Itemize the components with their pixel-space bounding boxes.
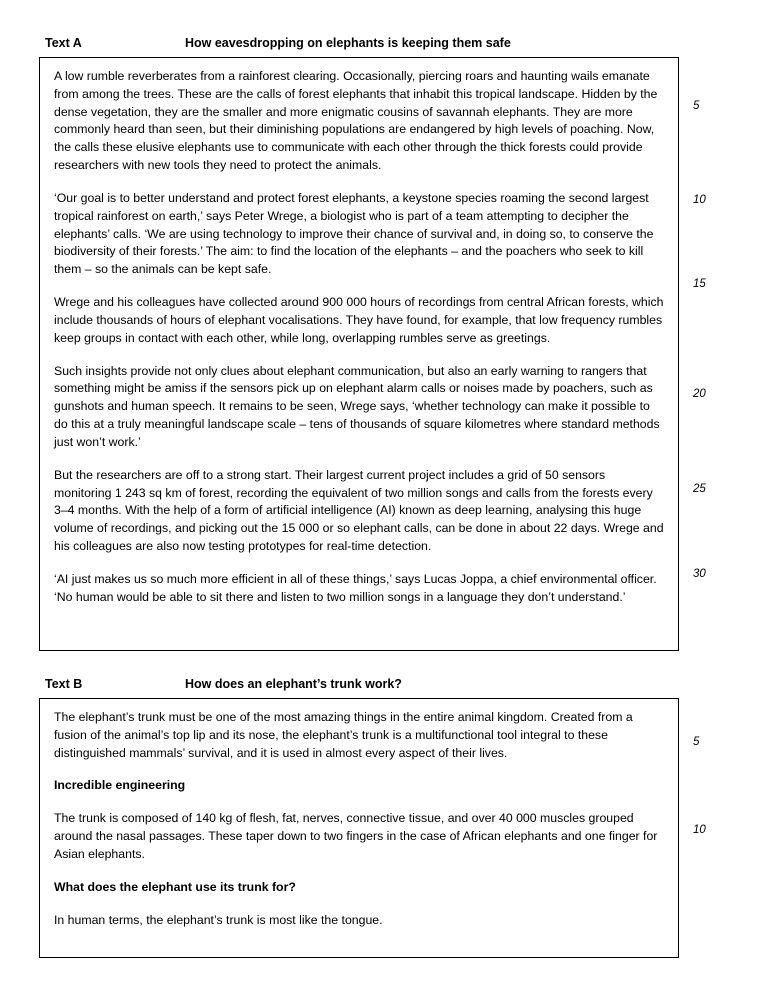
- text-b-header: [39, 677, 729, 691]
- passage-bottom-spacer: [54, 929, 664, 945]
- text-b-title: How does an elephant’s trunk work?: [185, 677, 402, 691]
- text-a-header: [39, 36, 729, 50]
- text-b-label: Text B: [45, 677, 83, 691]
- line-number: 20: [693, 388, 706, 400]
- text-b-passage: [39, 698, 679, 958]
- line-number: 10: [693, 824, 706, 836]
- text-b-subheading-2: What does the elephant use its trunk for?: [54, 879, 296, 894]
- text-a-line-number-gutter: [679, 57, 729, 651]
- text-b-row: [39, 698, 729, 958]
- line-number: 10: [693, 194, 706, 206]
- line-number: 30: [693, 568, 706, 580]
- text-b-paragraph-1: The elephant’s trunk must be one of the most amazing things in the entire animal kingdom. Created from a fusion of the animal’s top lip and its nose, the elephant’s trunk is a multifunctional tool integral to these distinguished mammals’ survival, and it is used in almost every aspect of their lives.: [54, 710, 633, 760]
- text-a-paragraph-2: ‘Our goal is to better understand and protect forest elephants, a keystone species roaming the second largest tropical rainforest on earth,’ says Peter Wrege, a biologist who is part of a team attempting to decipher the elephants’ calls. ‘We are using technology to improve their chance of survival and, in doing so, to conserve the biodiversity of their forests.’ The aim: to find the location of the elephants – and the poachers who seek to kill them – so the animals can be kept safe.: [54, 190, 654, 277]
- text-a-label: Text A: [45, 36, 82, 50]
- text-a-passage: [39, 57, 679, 651]
- text-a-title: How eavesdropping on elephants is keeping them safe: [185, 36, 511, 50]
- text-a-paragraph-5: But the researchers are off to a strong start. Their largest current project includes a grid of 50 sensors monitoring 1 243 sq km of forest, recording the equivalent of two million songs and calls from the forests every 3–4 months. With the help of a form of artificial intelligence (AI) known as deep learning, analysing this huge volume of recordings, and picking out the 15 000 or so elephant calls, can be done in about 22 days. Wrege and his colleagues are also now testing prototypes for real-time detection.: [54, 467, 664, 554]
- text-b-paragraph-2: The trunk is composed of 140 kg of flesh, fat, nerves, connective tissue, and over 40 000 muscles grouped around the nasal passages. These taper down to two fingers in the case of African elephants and one finger for Asian elephants.: [54, 811, 658, 861]
- line-number: 5: [693, 736, 700, 748]
- text-b-paragraph-3: In human terms, the elephant’s trunk is most like the tongue.: [54, 912, 383, 927]
- text-b-line-number-gutter: [679, 698, 729, 958]
- text-a-paragraph-3: Wrege and his colleagues have collected around 900 000 hours of recordings from central African forests, which include thousands of hours of elephant vocalisations. They have found, for example, that low frequency rumbles keep groups in contact with each other, while long, overlapping rumbles serve as greetings.: [54, 295, 664, 345]
- text-a-paragraph-6: ‘AI just makes us so much more efficient in all of these things,’ says Lucas Joppa, a chief environmental officer. ‘No human would be able to sit there and listen to two million songs in a language they don’t understand.’: [54, 571, 657, 604]
- line-number: 5: [693, 100, 700, 112]
- line-number: 25: [693, 483, 706, 495]
- text-b-block: [39, 677, 729, 958]
- text-a-row: [39, 57, 729, 651]
- text-a-block: [39, 36, 729, 651]
- text-a-paragraph-1: A low rumble reverberates from a rainforest clearing. Occasionally, piercing roars and haunting wails emanate from among the trees. These are the calls of forest elephants that inhabit this tropical landscape. Hidden by the dense vegetation, they are the smaller and more enigmatic cousins of savannah elephants. They are more commonly heard than seen, but their diminishing populations are endangered by high levels of poaching. Now, the calls these elusive elephants use to communicate with each other through the thick forests could provide researchers with new tools they need to protect the animals.: [54, 69, 658, 173]
- line-number: 15: [693, 278, 706, 290]
- text-b-subheading-1: Incredible engineering: [54, 778, 186, 793]
- text-a-paragraph-4: Such insights provide not only clues about elephant communication, but also an early warning to rangers that something might be amiss if the sensors pick up on elephant alarm calls or noises made by poachers, such as gunshots and human speech. It remains to be seen, Wrege says, ‘whether technology can make it possible to do this at a truly meaningful landscape scale – tens of thousands of square kilometres where standard methods just won’t work.’: [54, 363, 660, 449]
